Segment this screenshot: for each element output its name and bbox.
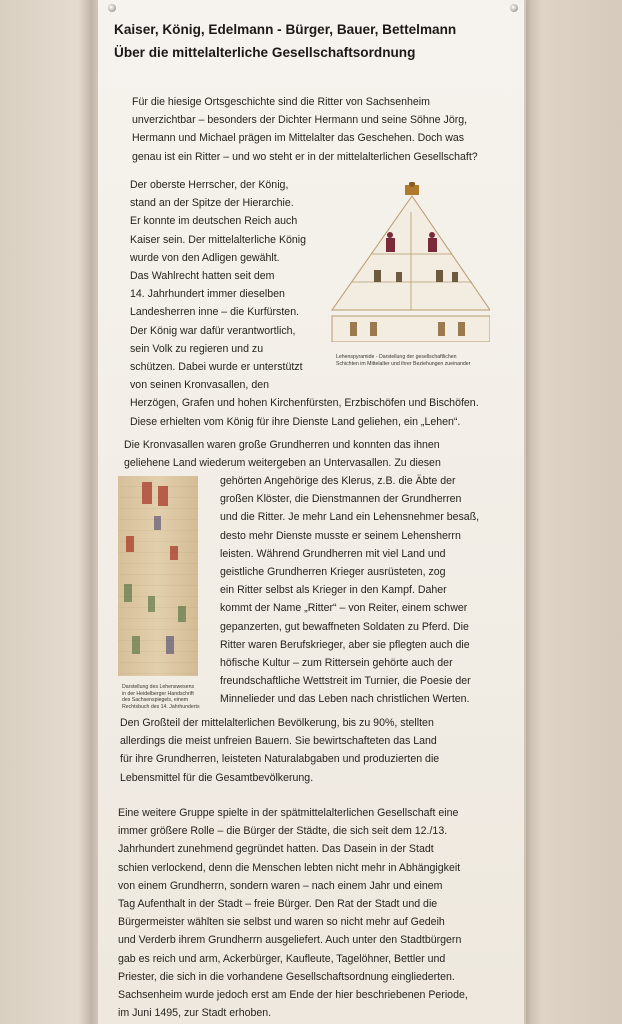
- pyramid-caption: Lehenspyramide - Darstellung der gesellschaftlichen Schichten im Mittelalter und ihrer Beziehungen zueinander: [336, 354, 471, 367]
- screw-left: [108, 4, 116, 12]
- burghers-paragraph: Eine weitere Gruppe spielte in der spätmittelalterlichen Gesellschaft eine immer größere Rolle – die Bürger der Städte, die sich seit dem 12./13. Jahrhundert zunehmend gegründet hatten. Das Dasein in der Stadt schien verlockend, denn die Menschen lebten nicht mehr in Abhängigkeit von einem Grundherrn, sondern waren – nach einem Jahr und einem Tag Aufenthalt in der Stadt – freie Bürger. Den Rat der Stadt und die Bürgermeister wählten sie selbst und waren so nicht mehr auf Gedeih und Verderb ihrem Grundherrn ausgeliefert. Auch unter den Stadtbürgern gab es reich und arm, Ackerbürger, Kaufleute, Tagelöhner, Bettler und Priester, die sich in die vorhandene Gesellschaftsordnung eingliederten. Sachsenheim wurde jedoch erst am Ende der hier beschriebenen Periode, im Juni 1495, zur Stadt erhoben.: [118, 807, 468, 1020]
- peasants-paragraph: Den Großteil der mittelalterlichen Bevölkerung, bis zu 90%, stellten allerdings die meist unfreien Bauern. Sie bewirtschafteten das Land für ihre Grundherren, leisteten Naturalabgaben und produzierten die Lebensmittel für die Gesamtbevölkerung.: [120, 717, 440, 784]
- panel-title: Kaiser, König, Edelmann - Bürger, Bauer, Bettelmann: [114, 22, 457, 37]
- king-figure: [405, 182, 419, 195]
- king-paragraph: Der oberste Herrscher, der König, stand an der Spitze der Hierarchie. Er konnte im deutschen Reich auch Kaiser sein. Der mittelalterliche König wurde von den Adligen gewählt. Das Wahlrecht hatten seit dem 14. Jahrhundert immer dieselben Landesherren inne – die Kurfürsten. Der König war dafür verantwortlich, sein Volk zu regieren und zu schützen. Dabei wurde er unterstützt von seinen Kronvasallen, den Herzögen, Grafen und hohen Kirchenfürsten, Erzbischöfen und Bischöfen. Diese erhielten vom König für ihre Dienste Land geliehen, ein „Lehen“.: [130, 179, 479, 428]
- feudal-pyramid-illustration: [330, 182, 490, 342]
- screw-right: [510, 4, 518, 12]
- wall-shadow-left: [78, 0, 100, 1024]
- intro-paragraph: Für die hiesige Ortsgeschichte sind die Ritter von Sachsenheim unverzichtbar – besonders der Dichter Hermann und seine Söhne Jörg, Hermann und Michael prägen im Mittelalter das Geschehen. Doch was genau ist ein Ritter – und wo steht er in der mittelalterlichen Gesellschaft?: [132, 96, 478, 163]
- wall-shadow-right: [524, 0, 542, 1024]
- manuscript-caption: Darstellung des Lehenswesens in der Heidelberger Handschrift des Sachsenspiegels, einem Rechtsbuch des 14. Jahrhunderts: [122, 684, 200, 710]
- vassals-paragraph-body: gehörten Angehörige des Klerus, z.B. die Äbte der großen Klöster, die Dienstmannen der Grundherren und die Ritter. Je mehr Land ein Lehensnehmer besaß, desto mehr Dienste musste er seinem Lehensherrn leisten. Während Grundherren mit viel Land und geistliche Grundherren Krieger ausrüsteten, zog ein Ritter selbst als Krieger in den Kampf. Daher kommt der Name „Ritter“ – von Reiter, einem schwer gepanzerten, gut bewaffneten Soldaten zu Pferd. Die Ritter waren Berufskrieger, aber sie pflegten auch die höfische Kultur – zum Rittersein gehörte auch der freundschaftliche Wettstreit im Turnier, die Poesie der Minnelieder und das Leben nach christlichen Werten.: [220, 475, 480, 706]
- vassals-paragraph-top: Die Kronvasallen waren große Grundherren und konnten das ihnen geliehene Land wiederum weitergeben an Untervasallen. Zu diesen: [124, 439, 441, 470]
- manuscript-illustration: [118, 476, 198, 676]
- panel-subtitle: Über die mittelalterliche Gesellschaftsordnung: [114, 45, 416, 60]
